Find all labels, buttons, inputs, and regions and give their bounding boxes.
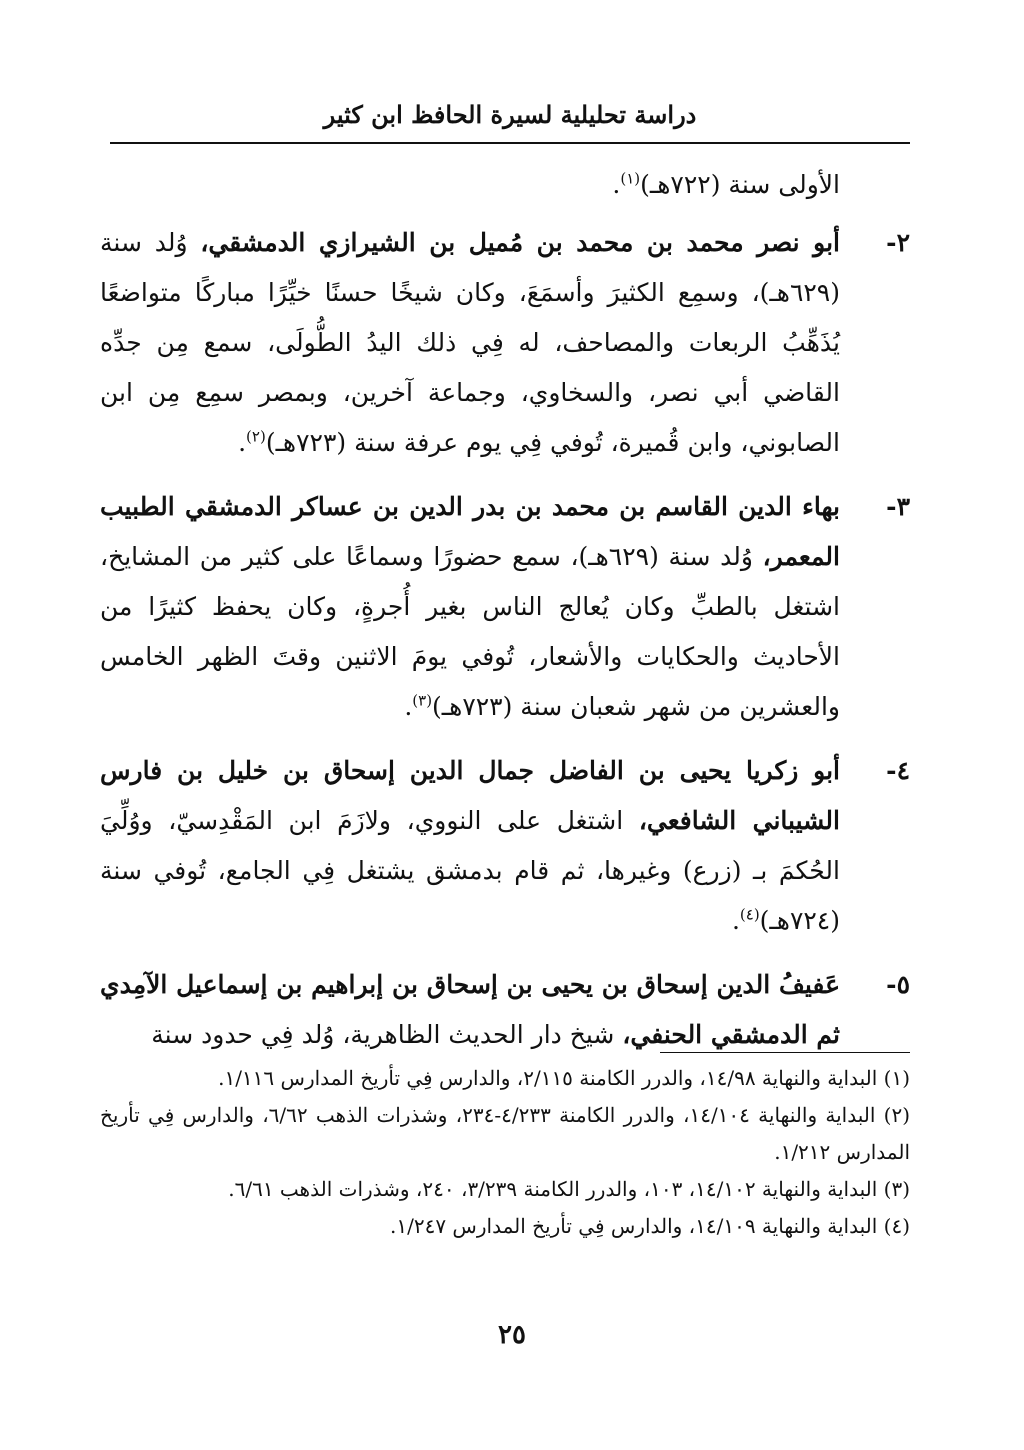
entry-number: ٤-: [886, 756, 910, 785]
biography-entry: [100, 746, 910, 946]
running-header: دراسة تحليلية لسيرة الحافظ ابن كثير: [323, 100, 697, 129]
footnote: (٢) البداية والنهاية ١٤/١٠٤، والدرر الكامنة ٤/٢٣٣-٢٣٤، وشذرات الذهب ٦/٦٢، والدارس فِي تأريخ المدارس ١/٢١٢.: [100, 1103, 910, 1164]
main-text: [100, 160, 910, 1074]
entry-text: وُلد سنة (٦٢٩هـ)، وسمِع الكثيرَ وأسمَعَ، وكان شيخًا حسنًا خيِّرًا مباركًا متواضعًا يُذَهِّبُ الربعات والمصاحف، له فِي ذلك اليدُ الطُّولَى، سمع مِن جدِّه القاضي أبي نصر، والسخاوي، وجماعة آخرين، وبمصر سمِع مِن ابن الصابوني، وابن قُميرة، تُوفي فِي يوم عرفة سنة (٧٢٣هـ): [100, 228, 840, 457]
biography-entry: [100, 218, 910, 468]
continuation-end: .: [612, 170, 621, 199]
footnote: (٤) البداية والنهاية ١٤/١٠٩، والدارس فِي تأريخ المدارس ١/٢٤٧.: [390, 1214, 910, 1238]
entry-name: عَفيفُ الدين إسحاق بن يحيى بن إسحاق بن إبراهيم بن إسماعيل الآمِدي ثم الدمشقي الحنفي،: [100, 970, 840, 1049]
footnote: (١) البداية والنهاية ١٤/٩٨، والدرر الكامنة ٢/١١٥، والدارس فِي تأريخ المدارس ١/١١٦.: [218, 1066, 910, 1090]
footnotes: [100, 1060, 910, 1245]
biography-entry: [100, 960, 910, 1060]
footnote: (٣) البداية والنهاية ١٤/١٠٢، ١٠٣، والدرر الكامنة ٣/٢٣٩، ٢٤٠، وشذرات الذهب ٦/٦١.: [228, 1177, 910, 1201]
entry-name: أبو نصر محمد بن محمد بن مُميل بن الشيرازي الدمشقي،: [200, 228, 840, 257]
entry-number: ٥-: [886, 970, 910, 999]
footnote-marker: (٤): [739, 905, 760, 924]
entry-name: أبو زكريا يحيى بن الفاضل جمال الدين إسحاق بن خليل بن فارس الشيباني الشافعي،: [100, 756, 840, 835]
footnote-marker: (٢): [246, 427, 266, 446]
entry-name: بهاء الدين القاسم بن محمد بن بدر الدين بن عساكر الدمشقي الطبيب المعمر،: [100, 492, 840, 571]
entry-number: ٢-: [886, 228, 910, 257]
entry-text: اشتغل على النووي، ولازَمَ ابن المَقْدِسيّ، ووُلِّيَ الحُكمَ بـ (زرع) وغيرها، ثم قام بدمشق يشتغل فِي الجامع، تُوفي سنة (٧٢٤هـ): [100, 806, 840, 935]
continuation-paragraph: [100, 160, 840, 210]
entry-text: وُلد سنة (٦٢٩هـ)، سمع حضورًا وسماعًا على كثير من المشايخ، اشتغل بالطبِّ وكان يُعالج الناس بغير أُجرةٍ، وكان يحفظ كثيرًا من الأحاديث والحكايات والأشعار، تُوفي يومَ الاثنين وقتَ الظهر الخامس والعشرين من شهر شعبان سنة (٧٢٣هـ): [100, 542, 840, 721]
entry-number: ٣-: [886, 492, 910, 521]
header-divider: [110, 142, 910, 144]
entry-end: .: [404, 692, 413, 721]
entry-end: .: [731, 906, 740, 935]
page-number: ٢٥: [498, 1320, 526, 1350]
footnote-divider: [660, 1052, 910, 1053]
footnote-marker: (٣): [412, 691, 433, 710]
continuation-text: الأولى سنة (٧٢٢هـ): [640, 170, 840, 199]
footnote-marker: (١): [620, 169, 641, 188]
biography-entry: [100, 482, 910, 732]
entry-text: شيخ دار الحديث الظاهرية، وُلد فِي حدود سنة: [151, 1020, 623, 1049]
entry-end: .: [238, 428, 247, 457]
